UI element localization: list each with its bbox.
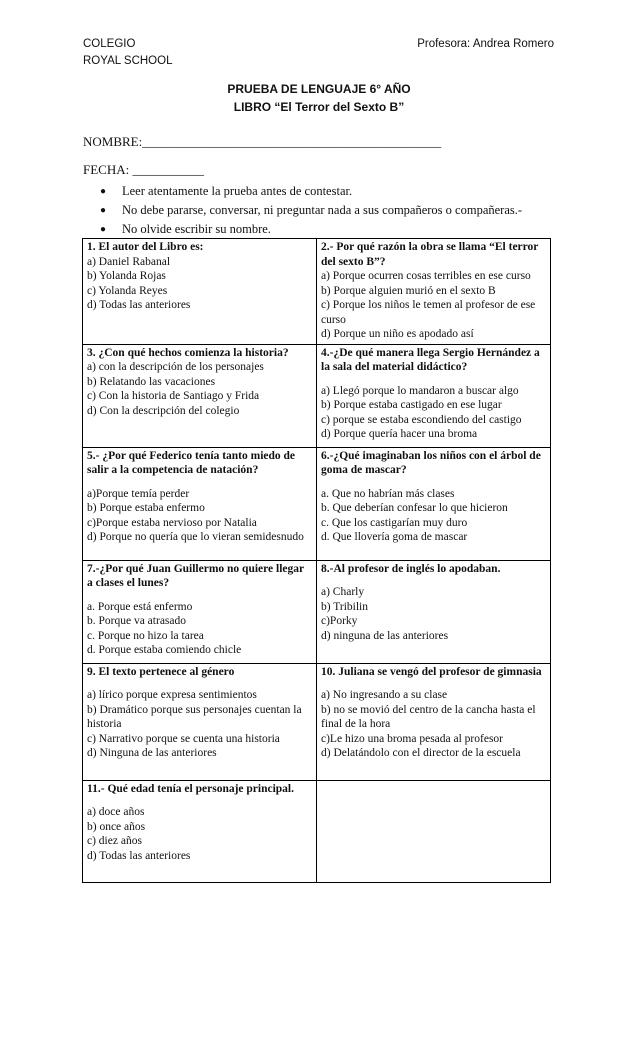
option: c) Con la historia de Santiago y Frida bbox=[87, 390, 260, 402]
question-cell-8 bbox=[317, 560, 551, 663]
question-text: 3. ¿Con qué hechos comienza la historia? bbox=[87, 346, 289, 359]
option: c. Porque no hizo la tarea bbox=[87, 629, 204, 642]
empty-cell bbox=[317, 780, 551, 882]
option: b. Porque va atrasado bbox=[87, 615, 186, 627]
option: a) Charly bbox=[321, 586, 365, 598]
question-cell-7 bbox=[83, 560, 317, 663]
option: a) lírico porque expresa sentimientos bbox=[87, 689, 257, 701]
bullet-icon: ● bbox=[100, 186, 107, 197]
school-line-2: ROYAL SCHOOL bbox=[83, 55, 173, 67]
option: d) Ninguna de las anteriores bbox=[87, 747, 217, 759]
option: a) doce años bbox=[87, 806, 145, 818]
option: c)Le hizo una broma pesada al profesor bbox=[321, 732, 504, 745]
question-cell-5 bbox=[83, 447, 317, 560]
instruction-item bbox=[100, 182, 522, 201]
question-cell-4 bbox=[317, 344, 551, 447]
option: b) Tribilin bbox=[321, 600, 368, 613]
option: b) Porque estaba enfermo bbox=[87, 502, 205, 514]
option: c) Porque los niños le temen al profesor de ese curso bbox=[321, 299, 536, 326]
question-text: 11.- Qué edad tenía el personaje principal. bbox=[87, 782, 294, 795]
name-field: NOMBRE:______________________________________________ bbox=[83, 134, 442, 149]
option: b) once años bbox=[87, 820, 146, 833]
option: a) Porque ocurren cosas terribles en ese curso bbox=[321, 270, 531, 282]
option: a) Daniel Rabanal bbox=[87, 255, 171, 268]
option: b. Que deberían confesar lo que hicieron bbox=[321, 502, 508, 514]
table-row bbox=[83, 344, 551, 447]
option: b) Porque alguien murió en el sexto B bbox=[321, 284, 496, 297]
question-text: 9. El texto pertenece al género bbox=[87, 665, 235, 678]
option: c) porque se estaba escondiendo del castigo bbox=[321, 413, 522, 426]
instructions-list bbox=[100, 182, 522, 239]
question-text: 7.-¿Por qué Juan Guillermo no quiere llegar a clases el lunes? bbox=[87, 562, 304, 589]
question-text: 6.-¿Qué imaginaban los niños con el árbol de goma de mascar? bbox=[321, 449, 541, 476]
title-line-1: PRUEBA DE LENGUAJE 6° AÑO bbox=[227, 82, 411, 96]
question-cell-9 bbox=[83, 663, 317, 780]
option: c) Yolanda Reyes bbox=[87, 284, 168, 297]
questions-table bbox=[82, 238, 551, 883]
option: a) No ingresando a su clase bbox=[321, 689, 448, 701]
question-text: 1. El autor del Libro es: bbox=[87, 241, 204, 253]
option: b) Dramático porque sus personajes cuentan la historia bbox=[87, 703, 302, 730]
option: d) Porque no quería que lo vieran semidesnudo bbox=[87, 531, 304, 543]
question-text: 5.- ¿Por qué Federico tenía tanto miedo de salir a la competencia de natación? bbox=[87, 449, 296, 476]
option: c)Porque estaba nervioso por Natalia bbox=[87, 516, 257, 529]
option: a)Porque temía perder bbox=[87, 487, 190, 500]
option: b) Relatando las vacaciones bbox=[87, 375, 216, 388]
title-line-2: LIBRO “El Terror del Sexto B” bbox=[233, 100, 405, 114]
question-text: 8.-Al profesor de inglés lo apodaban. bbox=[321, 562, 501, 575]
table-row bbox=[83, 447, 551, 560]
bullet-icon: ● bbox=[100, 205, 107, 216]
question-cell-11 bbox=[83, 780, 317, 882]
option: b) Porque estaba castigado en ese lugar bbox=[321, 399, 502, 411]
instruction-text: No olvide escribir su nombre. bbox=[122, 222, 271, 236]
instruction-text: Leer atentamente la prueba antes de contestar. bbox=[122, 184, 353, 198]
document-title bbox=[0, 80, 638, 116]
question-text: 10. Juliana se vengó del profesor de gimnasia bbox=[321, 665, 542, 678]
option: d) Delatándolo con el director de la escuela bbox=[321, 747, 521, 759]
teacher-name: Profesora: Andrea Romero bbox=[417, 38, 554, 50]
option: a) Llegó porque lo mandaron a buscar algo bbox=[321, 384, 519, 397]
school-line-1: COLEGIO bbox=[83, 38, 136, 50]
option: d) Todas las anteriores bbox=[87, 849, 191, 862]
question-cell-3 bbox=[83, 344, 317, 447]
question-cell-2 bbox=[317, 239, 551, 345]
table-row bbox=[83, 663, 551, 780]
option: d) Todas las anteriores bbox=[87, 299, 191, 311]
option: c. Que los castigarían muy duro bbox=[321, 516, 468, 529]
table-row bbox=[83, 239, 551, 345]
table-row bbox=[83, 560, 551, 663]
option: d) Porque quería hacer una broma bbox=[321, 428, 478, 440]
option: c)Porky bbox=[321, 615, 358, 627]
option: d) Porque un niño es apodado así bbox=[321, 328, 474, 340]
table-row bbox=[83, 780, 551, 882]
question-cell-1 bbox=[83, 239, 317, 345]
instruction-text: No debe pararse, conversar, ni preguntar nada a sus compañeros o compañeras.- bbox=[122, 203, 523, 217]
option: b) Yolanda Rojas bbox=[87, 270, 166, 282]
option: c) Narrativo porque se cuenta una historia bbox=[87, 732, 280, 745]
option: a. Porque está enfermo bbox=[87, 600, 193, 613]
instruction-item bbox=[100, 220, 522, 239]
option: d. Porque estaba comiendo chicle bbox=[87, 644, 242, 656]
option: c) diez años bbox=[87, 835, 142, 847]
school-name bbox=[83, 36, 172, 70]
question-cell-6 bbox=[317, 447, 551, 560]
option: a) con la descripción de los personajes bbox=[87, 361, 264, 373]
option: d. Que llovería goma de mascar bbox=[321, 531, 468, 543]
question-text: 2.- Por qué razón la obra se llama “El terror del sexto B”? bbox=[321, 241, 539, 268]
question-cell-10 bbox=[317, 663, 551, 780]
bullet-icon: ● bbox=[100, 224, 107, 235]
date-field: FECHA: ___________ bbox=[83, 162, 204, 177]
option: b) no se movió del centro de la cancha hasta el final de la hora bbox=[321, 703, 536, 730]
instruction-item bbox=[100, 201, 522, 220]
option: a. Que no habrían más clases bbox=[321, 487, 455, 500]
question-text: 4.-¿De qué manera llega Sergio Hernández a la sala del material didáctico? bbox=[321, 346, 540, 373]
option: d) Con la descripción del colegio bbox=[87, 404, 240, 417]
option: d) ninguna de las anteriores bbox=[321, 629, 449, 642]
